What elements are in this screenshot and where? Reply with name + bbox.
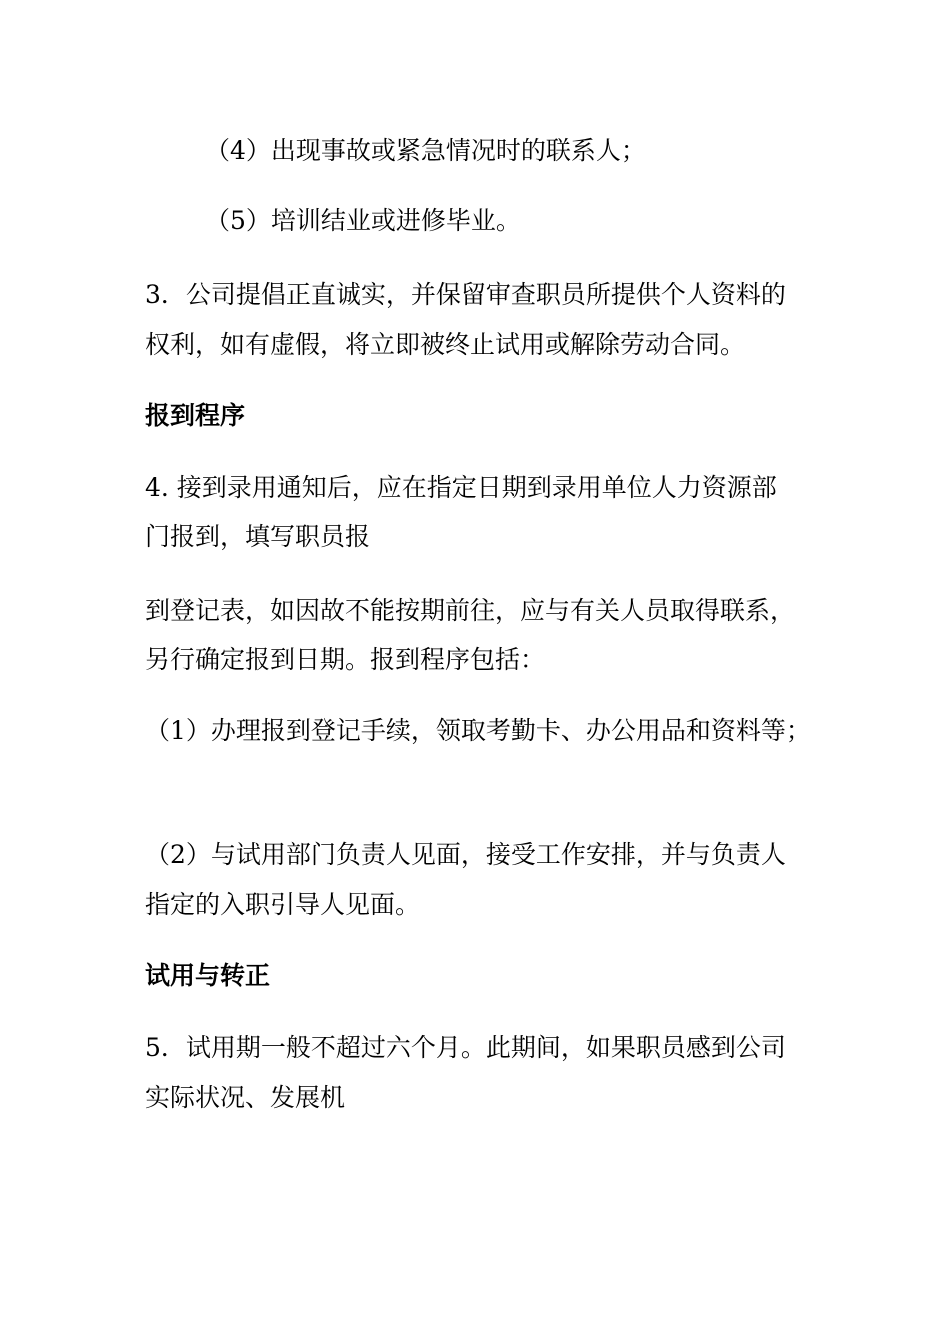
- list-item-5: （5）培训结业或进修毕业。: [205, 206, 521, 235]
- clause-5-line-1: 5．试用期一般不超过六个月。此期间，如果职员感到公司: [145, 1033, 786, 1062]
- clause-3-line-2: 权利，如有虚假，将立即被终止试用或解除劳动合同。: [145, 330, 746, 359]
- clause-4-line-1: 4. 接到录用通知后，应在指定日期到录用单位人力资源部: [145, 473, 777, 502]
- clause-5-line-2: 实际状况、发展机: [145, 1083, 346, 1112]
- procedure-item-2-line-2: 指定的入职引导人见面。: [145, 890, 421, 919]
- list-item-4: （4）出现事故或紧急情况时的联系人；: [205, 136, 646, 165]
- section-heading-probation: 试用与转正: [145, 961, 271, 990]
- clause-4-line-4: 另行确定报到日期。报到程序包括：: [145, 645, 546, 674]
- clause-4-line-3: 到登记表，如因故不能按期前往，应与有关人员取得联系，: [145, 596, 796, 625]
- procedure-item-1: （1）办理报到登记手续，领取考勤卡、办公用品和资料等；: [145, 716, 811, 745]
- clause-3-line-1: 3．公司提倡正直诚实，并保留审查职员所提供个人资料的: [145, 280, 786, 309]
- procedure-item-2-line-1: （2）与试用部门负责人见面，接受工作安排，并与负责人: [145, 840, 786, 869]
- clause-4-line-2: 门报到，填写职员报: [145, 522, 371, 551]
- section-heading-registration: 报到程序: [145, 401, 246, 430]
